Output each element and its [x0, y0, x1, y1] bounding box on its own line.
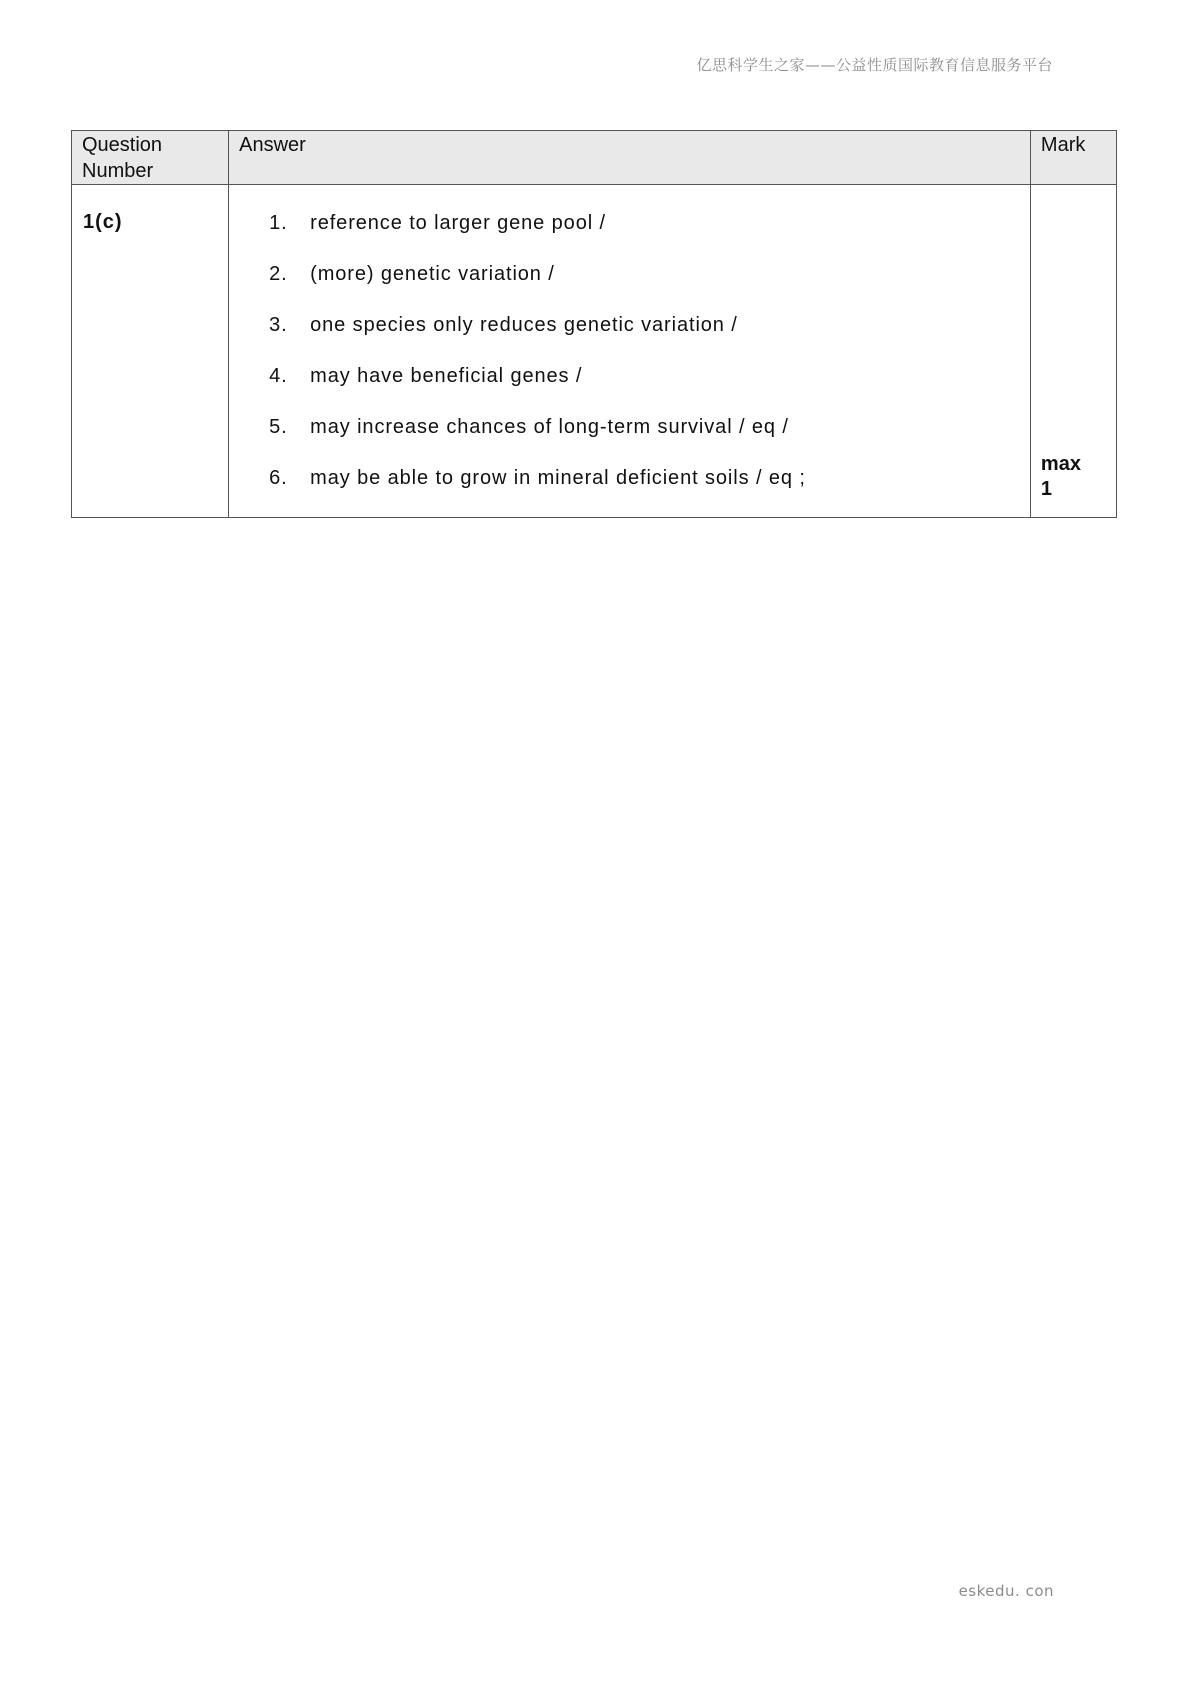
header-answer: Answer: [229, 131, 1031, 185]
header-mark: Mark: [1030, 131, 1116, 185]
answer-item: [269, 466, 1020, 490]
answer-item-number: 5.: [269, 416, 288, 438]
answer-item-number: 4.: [269, 365, 288, 387]
answer-item-text: may increase chances of long-term survival / eq /: [310, 416, 789, 438]
page-footer-site: eskedu. con: [958, 1582, 1054, 1600]
question-number-cell: 1(c): [72, 185, 229, 518]
answer-item-number: 2.: [269, 263, 288, 285]
answer-item: [269, 313, 1020, 337]
answer-item: [269, 415, 1020, 439]
header-question-number: Question Number: [72, 131, 229, 185]
answer-item-text: one species only reduces genetic variation /: [310, 314, 738, 336]
mark-cell: [1030, 185, 1116, 518]
page-header-watermark: 亿思科学生之家——公益性质国际教育信息服务平台: [696, 56, 1053, 74]
answer-item-number: 1.: [269, 212, 288, 234]
answer-item-text: reference to larger gene pool /: [310, 212, 606, 234]
mark-value: max 1: [1040, 453, 1081, 500]
mark-scheme-table: [71, 130, 1117, 518]
answer-cell: [229, 185, 1031, 518]
answer-item-number: 3.: [269, 314, 288, 336]
answer-item-text: (more) genetic variation /: [310, 263, 555, 285]
table-header-row: [72, 131, 1117, 185]
answer-item: [269, 262, 1020, 286]
answer-item-number: 6.: [269, 467, 288, 489]
answer-item: [269, 364, 1020, 388]
table-row: [72, 185, 1117, 518]
answer-item: [269, 211, 1020, 235]
answer-item-text: may have beneficial genes /: [310, 365, 583, 387]
answer-item-text: may be able to grow in mineral deficient soils / eq ;: [310, 467, 806, 489]
answer-list: [269, 211, 1020, 490]
